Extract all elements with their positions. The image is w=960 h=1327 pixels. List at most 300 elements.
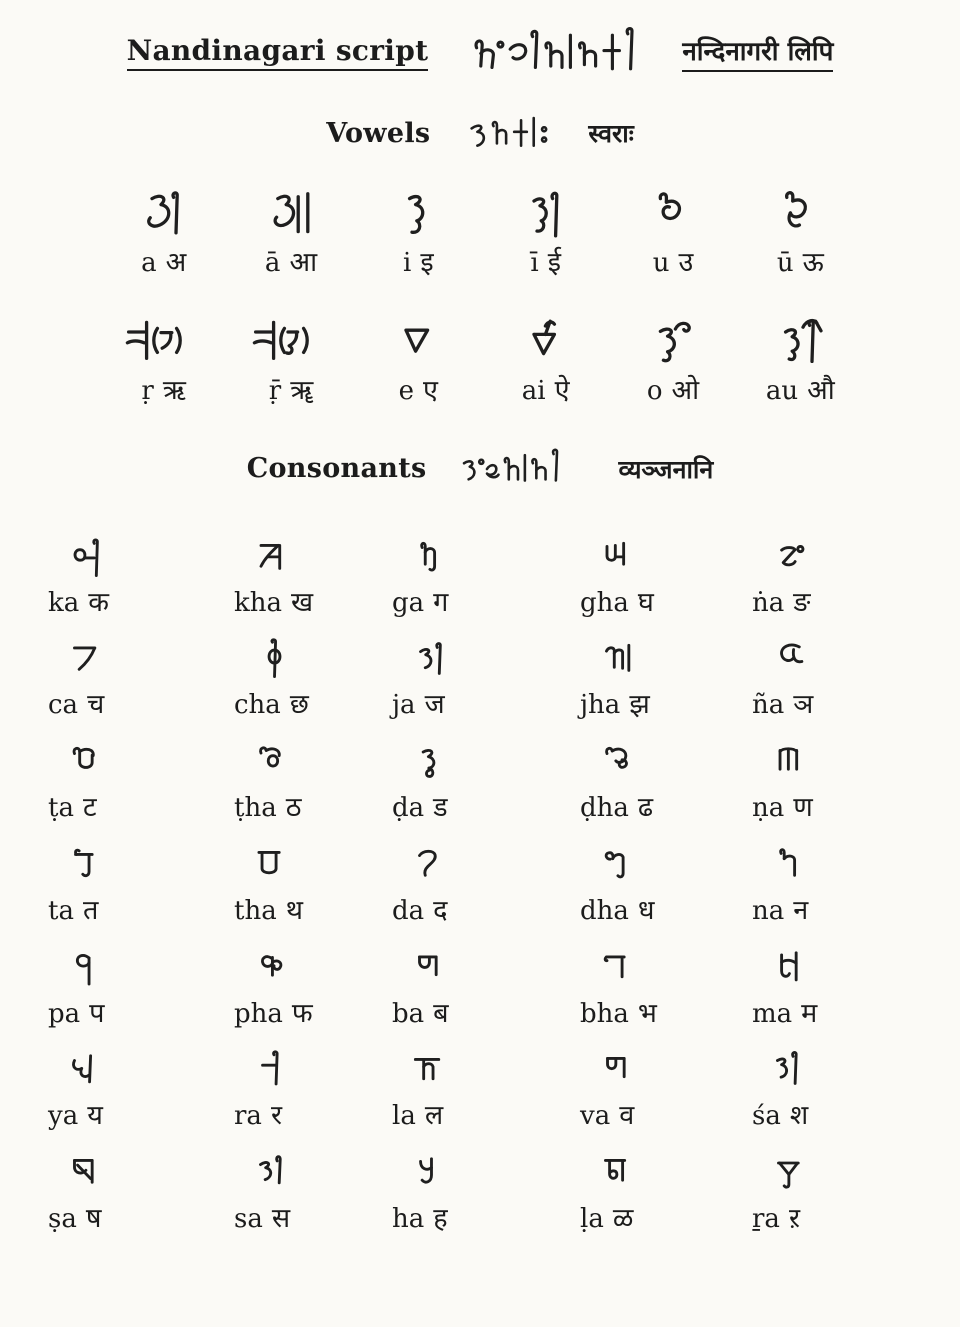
letter-romanization: ḷa [580, 1204, 604, 1234]
nandinagari-bha-glyph [594, 945, 646, 997]
letter-devanagari: ह [433, 1203, 448, 1234]
section-heading [0, 446, 960, 492]
letter-kha [234, 530, 392, 620]
letter-devanagari: औ [807, 374, 835, 406]
letter-romanization: ha [392, 1204, 425, 1234]
letter-romanization: ya [48, 1101, 79, 1132]
letter-label [48, 894, 98, 928]
letter-label [399, 374, 438, 408]
letter-devanagari: प [89, 997, 105, 1029]
letter-ḍha [580, 735, 752, 825]
letter-devanagari: ई [547, 247, 561, 278]
letter-label [48, 1202, 101, 1236]
letter-ṭa [48, 735, 234, 825]
title-handwritten-nandinagari [464, 24, 646, 80]
letter-devanagari: ए [423, 374, 438, 406]
letter-ḍa [392, 735, 580, 825]
nandinagari-ba-glyph [406, 945, 458, 997]
letter-label [752, 1099, 808, 1133]
letter-ī [482, 178, 609, 280]
letter-label [580, 997, 657, 1031]
letter-label [580, 894, 655, 928]
letter-label [234, 688, 309, 722]
nandinagari-o-glyph [643, 314, 703, 374]
letter-ta [48, 838, 234, 928]
letter-romanization: au [765, 375, 799, 406]
nandinagari-i-glyph [388, 186, 448, 246]
letter-romanization: a [141, 248, 157, 278]
letter-devanagari: घ [637, 586, 654, 618]
letter-label [392, 894, 448, 928]
nandinagari-va-glyph [594, 1047, 646, 1099]
letter-label [752, 894, 808, 928]
letter-romanization: ja [392, 690, 416, 721]
letter-romanization: ga [392, 587, 425, 618]
letter-romanization: la [392, 1101, 416, 1132]
letter-devanagari: द [433, 894, 448, 926]
letter-glyph-slot [406, 1043, 458, 1099]
letter-label [234, 586, 313, 620]
letter-label [522, 374, 570, 408]
letter-romanization: śa [752, 1101, 781, 1132]
letter-label [392, 1202, 448, 1236]
letter-da [392, 838, 580, 928]
letter-i [355, 178, 482, 280]
letter-glyph-slot [643, 178, 703, 246]
page-title-devanagari: नन्दिनागरी लिपि [682, 32, 833, 72]
letter-label [141, 246, 186, 280]
letter-romanization: dha [580, 895, 629, 926]
letter-devanagari: भ [637, 997, 657, 1029]
nandinagari-nya-glyph [766, 636, 818, 688]
letter-devanagari: थ [285, 894, 303, 926]
letter-ū [737, 178, 864, 280]
letter-romanization: ā [264, 248, 281, 278]
nandinagari-ssa-glyph [62, 1150, 114, 1202]
letter-ka [48, 530, 234, 620]
letter-devanagari: ज [424, 689, 445, 721]
letter-romanization: da [392, 895, 425, 926]
letter-glyph-slot [261, 178, 321, 246]
nandinagari-na-glyph [766, 842, 818, 894]
letter-glyph-slot [248, 530, 300, 586]
letter-devanagari: क [88, 586, 110, 618]
letter-glyph-slot [248, 941, 300, 997]
letter-gha [580, 530, 752, 620]
letter-glyph-slot [516, 306, 576, 374]
letter-romanization: ka [48, 587, 80, 618]
letter-jha [580, 632, 752, 722]
letter-ṣa [48, 1146, 234, 1236]
letter-devanagari: न [793, 894, 809, 926]
letter-romanization: pha [234, 998, 283, 1029]
letter-glyph-slot [406, 838, 458, 894]
nandinagari-ttha-glyph [248, 739, 300, 791]
letter-glyph-slot [406, 941, 458, 997]
letter-glyph-slot [62, 838, 114, 894]
letter-label [580, 688, 650, 722]
letter-romanization: ma [752, 998, 793, 1029]
letter-romanization: ḍha [580, 793, 629, 823]
letter-devanagari: ऱ [788, 1203, 800, 1234]
letter-devanagari: श [789, 1100, 809, 1132]
letter-romanization: sa [234, 1204, 263, 1234]
letter-label [141, 374, 185, 408]
letter-ga [392, 530, 580, 620]
letter-label [580, 1202, 633, 1236]
letter-romanization: cha [234, 690, 281, 721]
letter-pa [48, 941, 234, 1031]
letter-romanization: ṣa [48, 1204, 77, 1234]
letter-glyph-slot [406, 530, 458, 586]
nandinagari-ya-glyph [62, 1047, 114, 1099]
section-title-handwritten [456, 446, 588, 492]
letter-glyph-slot [594, 530, 646, 586]
letter-glyph-slot [406, 632, 458, 688]
letter-devanagari: ढ [637, 792, 654, 823]
letter-romanization: ai [521, 375, 546, 406]
letter-romanization: ṅa [752, 587, 785, 618]
letter-o [609, 306, 736, 408]
letter-devanagari: स [271, 1203, 291, 1234]
nandinagari-e-glyph [388, 314, 448, 374]
letter-devanagari: ट [82, 792, 97, 823]
letter-glyph-slot [248, 735, 300, 791]
letter-ṟa [752, 1146, 960, 1236]
letter-na [752, 838, 960, 928]
letter-label [752, 586, 810, 620]
letter-romanization: ta [48, 895, 74, 926]
letter-devanagari: ख [291, 586, 314, 618]
nandinagari-lla-glyph [594, 1150, 646, 1202]
letter-romanization: na [752, 895, 785, 926]
page-title: Nandinagari script [127, 34, 429, 71]
letter-romanization: va [580, 1101, 611, 1132]
letter-au [737, 306, 864, 408]
nandinagari-da-glyph [406, 842, 458, 894]
letter-devanagari: झ [629, 689, 650, 721]
letter-romanization: ṟa [752, 1204, 780, 1234]
letter-glyph-slot [594, 838, 646, 894]
nandinagari-ka-glyph [62, 534, 114, 586]
letter-devanagari: ऋ [162, 374, 186, 406]
letter-romanization: ī [530, 248, 539, 278]
letter-label [752, 688, 813, 722]
letter-glyph-slot [770, 306, 830, 374]
letter-glyph-slot [766, 941, 818, 997]
letter-glyph-slot [766, 1043, 818, 1099]
letter-romanization: ṛ [141, 375, 154, 406]
letter-devanagari: ठ [285, 792, 302, 823]
letter-glyph-slot [770, 178, 830, 246]
nandinagari-dda-glyph [406, 739, 458, 791]
letter-ṅa [752, 530, 960, 620]
letter-label [234, 791, 301, 825]
nandinagari-word-nandinagari-handwritten [464, 24, 646, 80]
letter-label [752, 791, 813, 825]
letter-romanization: ca [48, 690, 79, 721]
section-title: Vowels [326, 117, 431, 149]
letter-glyph-slot [406, 735, 458, 791]
letter-dha [580, 838, 752, 928]
letter-ha [392, 1146, 580, 1236]
letter-glyph-slot [766, 632, 818, 688]
letter-devanagari: छ [289, 689, 309, 721]
letter-romanization: ña [752, 690, 785, 721]
letter-romanization: i [403, 248, 412, 278]
nandinagari-ha-glyph [406, 1150, 458, 1202]
nandinagari-cha-glyph [248, 636, 300, 688]
letter-glyph-slot [766, 530, 818, 586]
nandinagari-gha-glyph [594, 534, 646, 586]
letter-label [392, 997, 449, 1031]
nandinagari-jha-glyph [594, 636, 646, 688]
letter-devanagari: ओ [671, 374, 700, 406]
letter-glyph-slot [388, 306, 448, 374]
letter-devanagari: य [87, 1100, 103, 1132]
nandinagari-la-glyph [406, 1047, 458, 1099]
letter-label [48, 586, 109, 620]
letter-label [392, 1099, 443, 1133]
section-vowels [0, 110, 960, 408]
letter-label [269, 374, 313, 408]
letter-devanagari: ॠ [290, 374, 314, 406]
letter-glyph-slot [246, 306, 336, 374]
nandinagari-nga-glyph [766, 534, 818, 586]
letter-glyph-slot [134, 178, 194, 246]
letter-romanization: ṝ [268, 375, 282, 406]
letter-ña [752, 632, 960, 722]
letter-glyph-slot [62, 530, 114, 586]
letter-devanagari: ङ [793, 586, 811, 618]
letter-glyph-slot [62, 735, 114, 791]
letter-glyph-slot [594, 941, 646, 997]
nandinagari-tta-glyph [62, 739, 114, 791]
letter-label [766, 374, 835, 408]
letter-romanization: ṭa [48, 793, 74, 823]
letter-devanagari: ल [424, 1100, 444, 1132]
letter-devanagari: फ [291, 997, 313, 1029]
letter-ja [392, 632, 580, 722]
letter-śa [752, 1043, 960, 1133]
letter-romanization: ū [776, 248, 794, 278]
nandinagari-word-svarah-handwritten [460, 110, 558, 156]
letter-label [580, 1099, 634, 1133]
nandinagari-nna-glyph [766, 739, 818, 791]
letter-label [234, 1099, 282, 1133]
letter-devanagari: उ [678, 247, 694, 278]
letter-label [647, 374, 699, 408]
letter-devanagari: ग [433, 586, 449, 618]
letter-romanization: e [398, 375, 415, 406]
letter-romanization: ra [234, 1101, 262, 1132]
letter-label [403, 246, 434, 280]
letter-glyph-slot [643, 306, 703, 374]
letter-romanization: ḍa [392, 793, 425, 823]
letter-label [48, 997, 105, 1031]
letter-pha [234, 941, 392, 1031]
letter-devanagari: ऐ [554, 374, 570, 406]
letter-label [48, 1099, 103, 1133]
letter-romanization: ṇa [752, 793, 785, 823]
nandinagari-pa-glyph [62, 945, 114, 997]
letter-glyph-slot [248, 632, 300, 688]
letter-label [752, 997, 817, 1031]
nandinagari-ma-glyph [766, 945, 818, 997]
letter-devanagari: ञ [793, 689, 814, 721]
letter-cha [234, 632, 392, 722]
letter-devanagari: ष [85, 1203, 102, 1234]
letter-u [609, 178, 736, 280]
letter-glyph-slot [248, 838, 300, 894]
nandinagari-ta-glyph [62, 842, 114, 894]
letter-romanization: gha [580, 587, 629, 618]
nandinagari-vocalic-rr-glyph [246, 314, 336, 374]
letter-devanagari: त [82, 894, 99, 926]
section-consonants [0, 446, 960, 1236]
letter-ai [482, 306, 609, 408]
letter-label [752, 1202, 800, 1236]
letter-label [48, 791, 97, 825]
letter-devanagari: ध [637, 894, 655, 926]
letter-romanization: ba [392, 998, 425, 1029]
letter-ṭha [234, 735, 392, 825]
letter-devanagari: ड [433, 792, 448, 823]
nandinagari-ga-glyph [406, 534, 458, 586]
letter-romanization: u [652, 248, 670, 278]
page-header [0, 0, 960, 80]
section-title: Consonants [246, 453, 427, 484]
nandinagari-pha-glyph [248, 945, 300, 997]
letter-grid [0, 178, 960, 408]
letter-devanagari: ऊ [802, 247, 824, 278]
nandinagari-ra-glyph [248, 1047, 300, 1099]
letter-devanagari: आ [289, 247, 318, 278]
letter-label [580, 791, 653, 825]
nandinagari-ja-glyph [406, 636, 458, 688]
letter-glyph-slot [248, 1146, 300, 1202]
letter-romanization: jha [580, 690, 621, 721]
letter-sa [234, 1146, 392, 1236]
nandinagari-ddha-glyph [594, 739, 646, 791]
section-heading [0, 110, 960, 156]
letter-la [392, 1043, 580, 1133]
letter-glyph-slot [406, 1146, 458, 1202]
nandinagari-kha-glyph [248, 534, 300, 586]
letter-romanization: ṭha [234, 793, 277, 823]
letter-devanagari: अ [165, 247, 187, 278]
letter-devanagari: व [619, 1100, 635, 1132]
letter-devanagari: ळ [612, 1203, 634, 1234]
letter-label [265, 246, 317, 280]
letter-romanization: pa [48, 998, 81, 1029]
letter-glyph-slot [516, 178, 576, 246]
letter-glyph-slot [594, 1146, 646, 1202]
letter-romanization: bha [580, 998, 629, 1029]
letter-devanagari: म [801, 997, 818, 1029]
section-title-handwritten [460, 110, 558, 156]
letter-label [234, 997, 313, 1031]
nandinagari-word-vyanjanani-handwritten [456, 446, 588, 492]
letter-glyph-slot [62, 941, 114, 997]
letter-glyph-slot [766, 838, 818, 894]
letter-va [580, 1043, 752, 1133]
nandinagari-vocalic-r-glyph [119, 314, 209, 374]
letter-ā [227, 178, 354, 280]
letter-label [392, 791, 448, 825]
nandinagari-ai-glyph [516, 314, 576, 374]
letter-ṝ [227, 306, 354, 408]
letter-e [355, 306, 482, 408]
letter-label [234, 894, 303, 928]
letter-romanization: o [646, 375, 663, 406]
letter-label [580, 586, 654, 620]
letter-devanagari: इ [420, 247, 434, 278]
nandinagari-sa-glyph [248, 1150, 300, 1202]
nandinagari-aa-glyph [261, 186, 321, 246]
letter-glyph-slot [62, 632, 114, 688]
letter-ya [48, 1043, 234, 1133]
letter-label [653, 246, 694, 280]
letter-devanagari: र [270, 1100, 282, 1132]
nandinagari-tha-glyph [248, 842, 300, 894]
letter-glyph-slot [62, 1146, 114, 1202]
letter-ṛ [100, 306, 227, 408]
letter-glyph-slot [388, 178, 448, 246]
letter-tha [234, 838, 392, 928]
letter-ca [48, 632, 234, 722]
letter-label [234, 1202, 290, 1236]
letter-glyph-slot [766, 1146, 818, 1202]
letter-label [48, 688, 104, 722]
letter-glyph-slot [594, 632, 646, 688]
letter-romanization: kha [234, 587, 283, 618]
letter-grid [48, 530, 960, 1236]
letter-bha [580, 941, 752, 1031]
letter-label [392, 586, 448, 620]
letter-ḷa [580, 1146, 752, 1236]
letter-devanagari: ण [793, 792, 813, 823]
letter-label [777, 246, 824, 280]
nandinagari-ii-glyph [516, 186, 576, 246]
nandinagari-uu-glyph [770, 186, 830, 246]
nandinagari-u-glyph [643, 186, 703, 246]
nandinagari-ca-glyph [62, 636, 114, 688]
letter-ma [752, 941, 960, 1031]
nandinagari-rra-glyph [766, 1150, 818, 1202]
nandinagari-au-glyph [770, 314, 830, 374]
nandinagari-sha-glyph [766, 1047, 818, 1099]
letter-glyph-slot [594, 1043, 646, 1099]
letter-glyph-slot [594, 735, 646, 791]
letter-romanization: tha [234, 895, 277, 926]
section-title-devanagari: व्यञ्जनानि [618, 454, 714, 484]
letter-glyph-slot [119, 306, 209, 374]
letter-glyph-slot [62, 1043, 114, 1099]
letter-glyph-slot [248, 1043, 300, 1099]
letter-a [100, 178, 227, 280]
letter-ṇa [752, 735, 960, 825]
letter-label [392, 688, 445, 722]
letter-devanagari: ब [433, 997, 449, 1029]
letter-ba [392, 941, 580, 1031]
sections-container [0, 110, 960, 1236]
letter-label [530, 246, 561, 280]
letter-ra [234, 1043, 392, 1133]
nandinagari-dha-glyph [594, 842, 646, 894]
section-title-devanagari: स्वराः [588, 119, 634, 148]
letter-devanagari: च [87, 689, 105, 721]
